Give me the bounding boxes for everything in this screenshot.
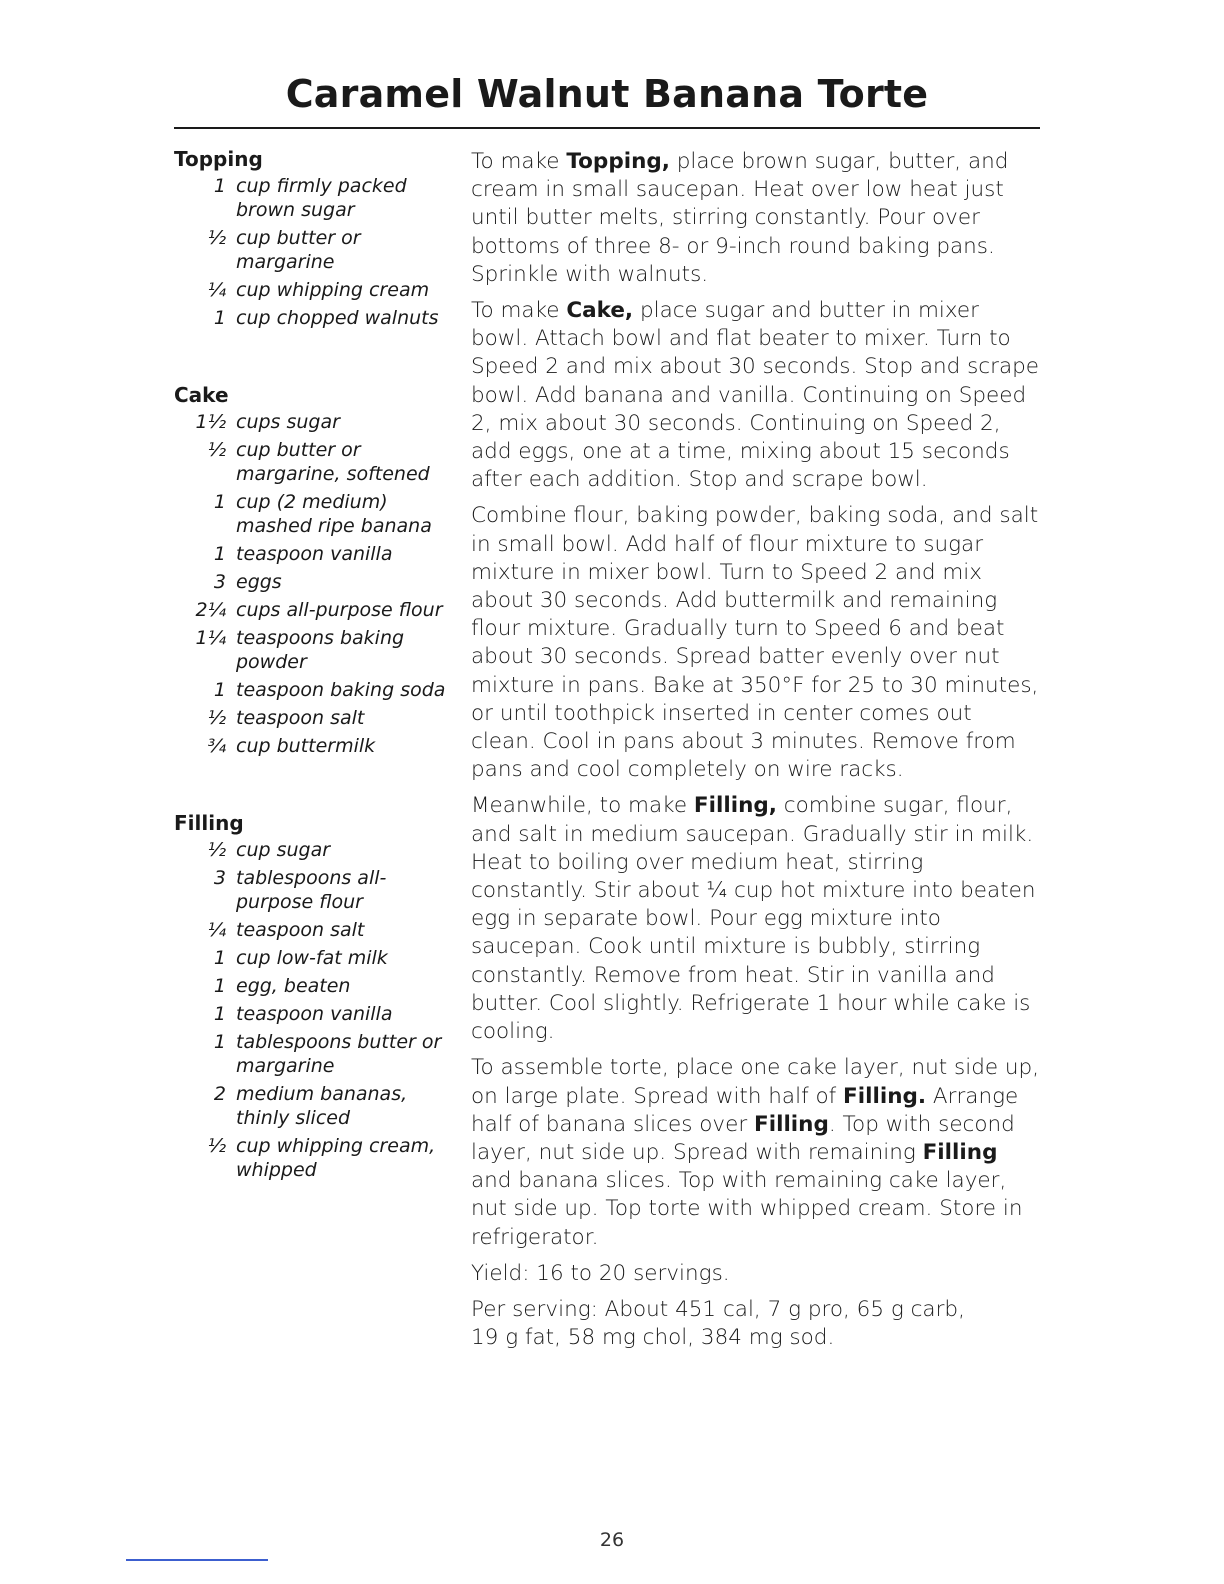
ingredient-qty: 1 [213,947,226,969]
ingredient-row [174,278,454,302]
ingredient-qty: ½ [207,1135,226,1157]
bold-term: Filling. [843,1083,927,1109]
ingredient-row [174,598,454,622]
ingredient-row [174,1134,454,1182]
ingredient-name: cups sugar [236,411,340,433]
ingredient-row [174,226,454,274]
ingredient-qty: 1 [213,175,226,197]
ingredient-name: egg, beaten [236,975,351,997]
ingredient-row [174,974,454,998]
ingredient-qty: ¼ [207,279,226,301]
ingredient-qty: 1¼ [195,627,226,649]
ingredient-name: teaspoon vanilla [236,543,393,565]
ingredient-row [174,306,454,330]
ingredient-name: cup whipping cream, whipped [236,1135,436,1181]
ingredient-name: cup low-fat milk [236,947,388,969]
ingredient-row [174,1002,454,1026]
ingredient-name: cup butter or margarine [236,227,361,273]
page-number: 26 [599,1529,625,1551]
text-run: and banana slices. Top with remaining cake layer, nut side up. Top torte with whipped cream. Store in refrigerator. [471,1168,1023,1250]
ingredient-name: teaspoons baking powder [236,627,405,673]
ingredient-qty: ½ [207,707,226,729]
text-run: Meanwhile, to make [471,793,694,819]
nutrition-line: 19 g fat, 58 mg chol, 384 mg sod. [471,1325,835,1351]
ingredient-row [174,946,454,970]
ingredient-row [174,706,454,730]
ingredient-qty: 1 [213,543,226,565]
cake-heading: Cake [174,383,229,407]
ingredient-row [174,626,454,674]
ingredient-row [174,570,454,594]
ingredient-row [174,678,454,702]
ingredient-qty: ¾ [207,735,226,757]
nutrition-line: Per serving: About 451 cal, 7 g pro, 65 g carb, [471,1296,965,1322]
ingredient-row [174,542,454,566]
ingredient-name: cup sugar [236,839,331,861]
ingredient-qty: ½ [207,227,226,249]
ingredient-qty: 1 [213,307,226,329]
ingredient-row [174,1082,454,1130]
recipe-title: Caramel Walnut Banana Torte [285,72,929,116]
ingredient-name: cup firmly packed brown sugar [236,175,407,221]
yield: Yield: 16 to 20 servings. [471,1260,730,1286]
ingredient-name: medium bananas, thinly sliced [236,1083,408,1129]
nutrition-info [471,1296,1043,1352]
ingredient-qty: ¼ [207,919,226,941]
bold-term: Cake, [566,298,634,324]
ingredient-row [174,1030,454,1078]
ingredient-name: teaspoon salt [236,707,365,729]
ingredient-qty: ½ [207,839,226,861]
ingredient-row [174,490,454,538]
text-run: . Top with second layer, nut side up. Spread with remaining [471,1111,1015,1165]
ingredient-qty: 1½ [195,411,226,433]
ingredient-qty: 1 [213,679,226,701]
text-run: To make [471,298,567,324]
bold-term: Filling [922,1139,998,1165]
ingredients-column [174,146,454,1234]
ingredient-name: cup whipping cream [236,279,430,301]
bold-term: Topping, [566,149,670,174]
text-run: To assemble torte, place one cake layer, nut side up, on large plate. Spread with half of [471,1055,1040,1109]
filling-ingredients [174,810,454,1182]
ingredient-qty: 3 [213,571,226,593]
ingredient-name: teaspoon salt [236,919,365,941]
ingredient-row [174,734,454,758]
footer-rule [126,1559,268,1561]
topping-directions [471,148,1043,289]
ingredient-name: tablespoons all-purpose flour [236,867,387,913]
topping-ingredients [174,146,454,330]
filling-heading: Filling [174,811,244,835]
bold-term: Filling, [693,793,777,819]
filling-directions [471,792,1043,1046]
ingredient-row [174,838,454,862]
topping-heading: Topping [174,147,263,171]
ingredient-name: cup chopped walnuts [236,307,439,329]
ingredient-qty: 3 [213,867,226,889]
ingredient-qty: 1 [213,1003,226,1025]
text-run: place sugar and butter in mixer bowl. Attach bowl and flat beater to mixer. Turn to Speed 2 and mix about 30 seconds. Stop and scrape bowl. Add banana and vanilla. Continuing on Speed 2, mix about 30 seconds. Continuing on Speed 2, add eggs, one at a time, mixing about 15 seconds after each addition. Stop and scrape bowl. [471,298,1040,493]
assembly-directions [471,1054,1043,1251]
directions-column [471,148,1043,1360]
ingredient-qty: 1 [213,975,226,997]
ingredient-qty: 2 [213,1083,226,1105]
ingredient-qty: ½ [207,439,226,461]
ingredient-qty: 1 [213,1031,226,1053]
ingredient-row [174,918,454,942]
baking-directions: Combine flour, baking powder, baking soda, and salt in small bowl. Add half of flour mixture to sugar mixture in mixer bowl. Turn to Speed 2 and mix about 30 seconds. Add buttermilk and remaining flour mixture. Gradually turn to Speed 6 and beat about 30 seconds. Spread batter evenly over nut mixture in pans. Bake at 350°F for 25 to 30 minutes, or until toothpick inserted in center comes out clean. Cool in pans about 3 minutes. Remove from pans and cool completely on wire racks. [471,503,1039,783]
text-run: Arrange half of banana slices over [471,1083,1019,1137]
ingredient-row [174,866,454,914]
ingredient-qty: 2¼ [195,599,226,621]
cake-directions [471,297,1043,494]
text-run: To make [471,149,567,174]
ingredient-name: tablespoons butter or margarine [236,1031,442,1077]
ingredient-name: cup (2 medium) mashed ripe banana [236,491,432,537]
ingredient-name: teaspoon baking soda [236,679,446,701]
ingredient-row [174,410,454,434]
cake-ingredients [174,382,454,758]
ingredient-name: teaspoon vanilla [236,1003,393,1025]
ingredient-row [174,174,454,222]
ingredient-qty: 1 [213,491,226,513]
title-divider [174,127,1040,129]
ingredient-name: eggs [236,571,282,593]
text-run: combine sugar, flour, and salt in medium saucepan. Gradually stir in milk. Heat to boiling over medium heat, stirring constantly. Stir about ¼ cup hot mixture into beaten egg in separate bowl. Pour egg mixture into saucepan. Cook until mixture is bubbly, stirring constantly. Remove from heat. Stir in vanilla and butter. Cool slightly. Refrigerate 1 hour while cake is cooling. [471,793,1036,1045]
ingredient-name: cup buttermilk [236,735,376,757]
ingredient-name: cups all-purpose flour [236,599,443,621]
ingredient-row [174,438,454,486]
ingredient-name: cup butter or margarine, softened [236,439,430,485]
bold-term: Filling [754,1111,829,1137]
text-run: place brown sugar, butter, and cream in small saucepan. Heat over low heat just until butter melts, stirring constantly. Pour over bottoms of three 8- or 9-inch round baking pans. Sprinkle with walnuts. [471,149,1009,287]
